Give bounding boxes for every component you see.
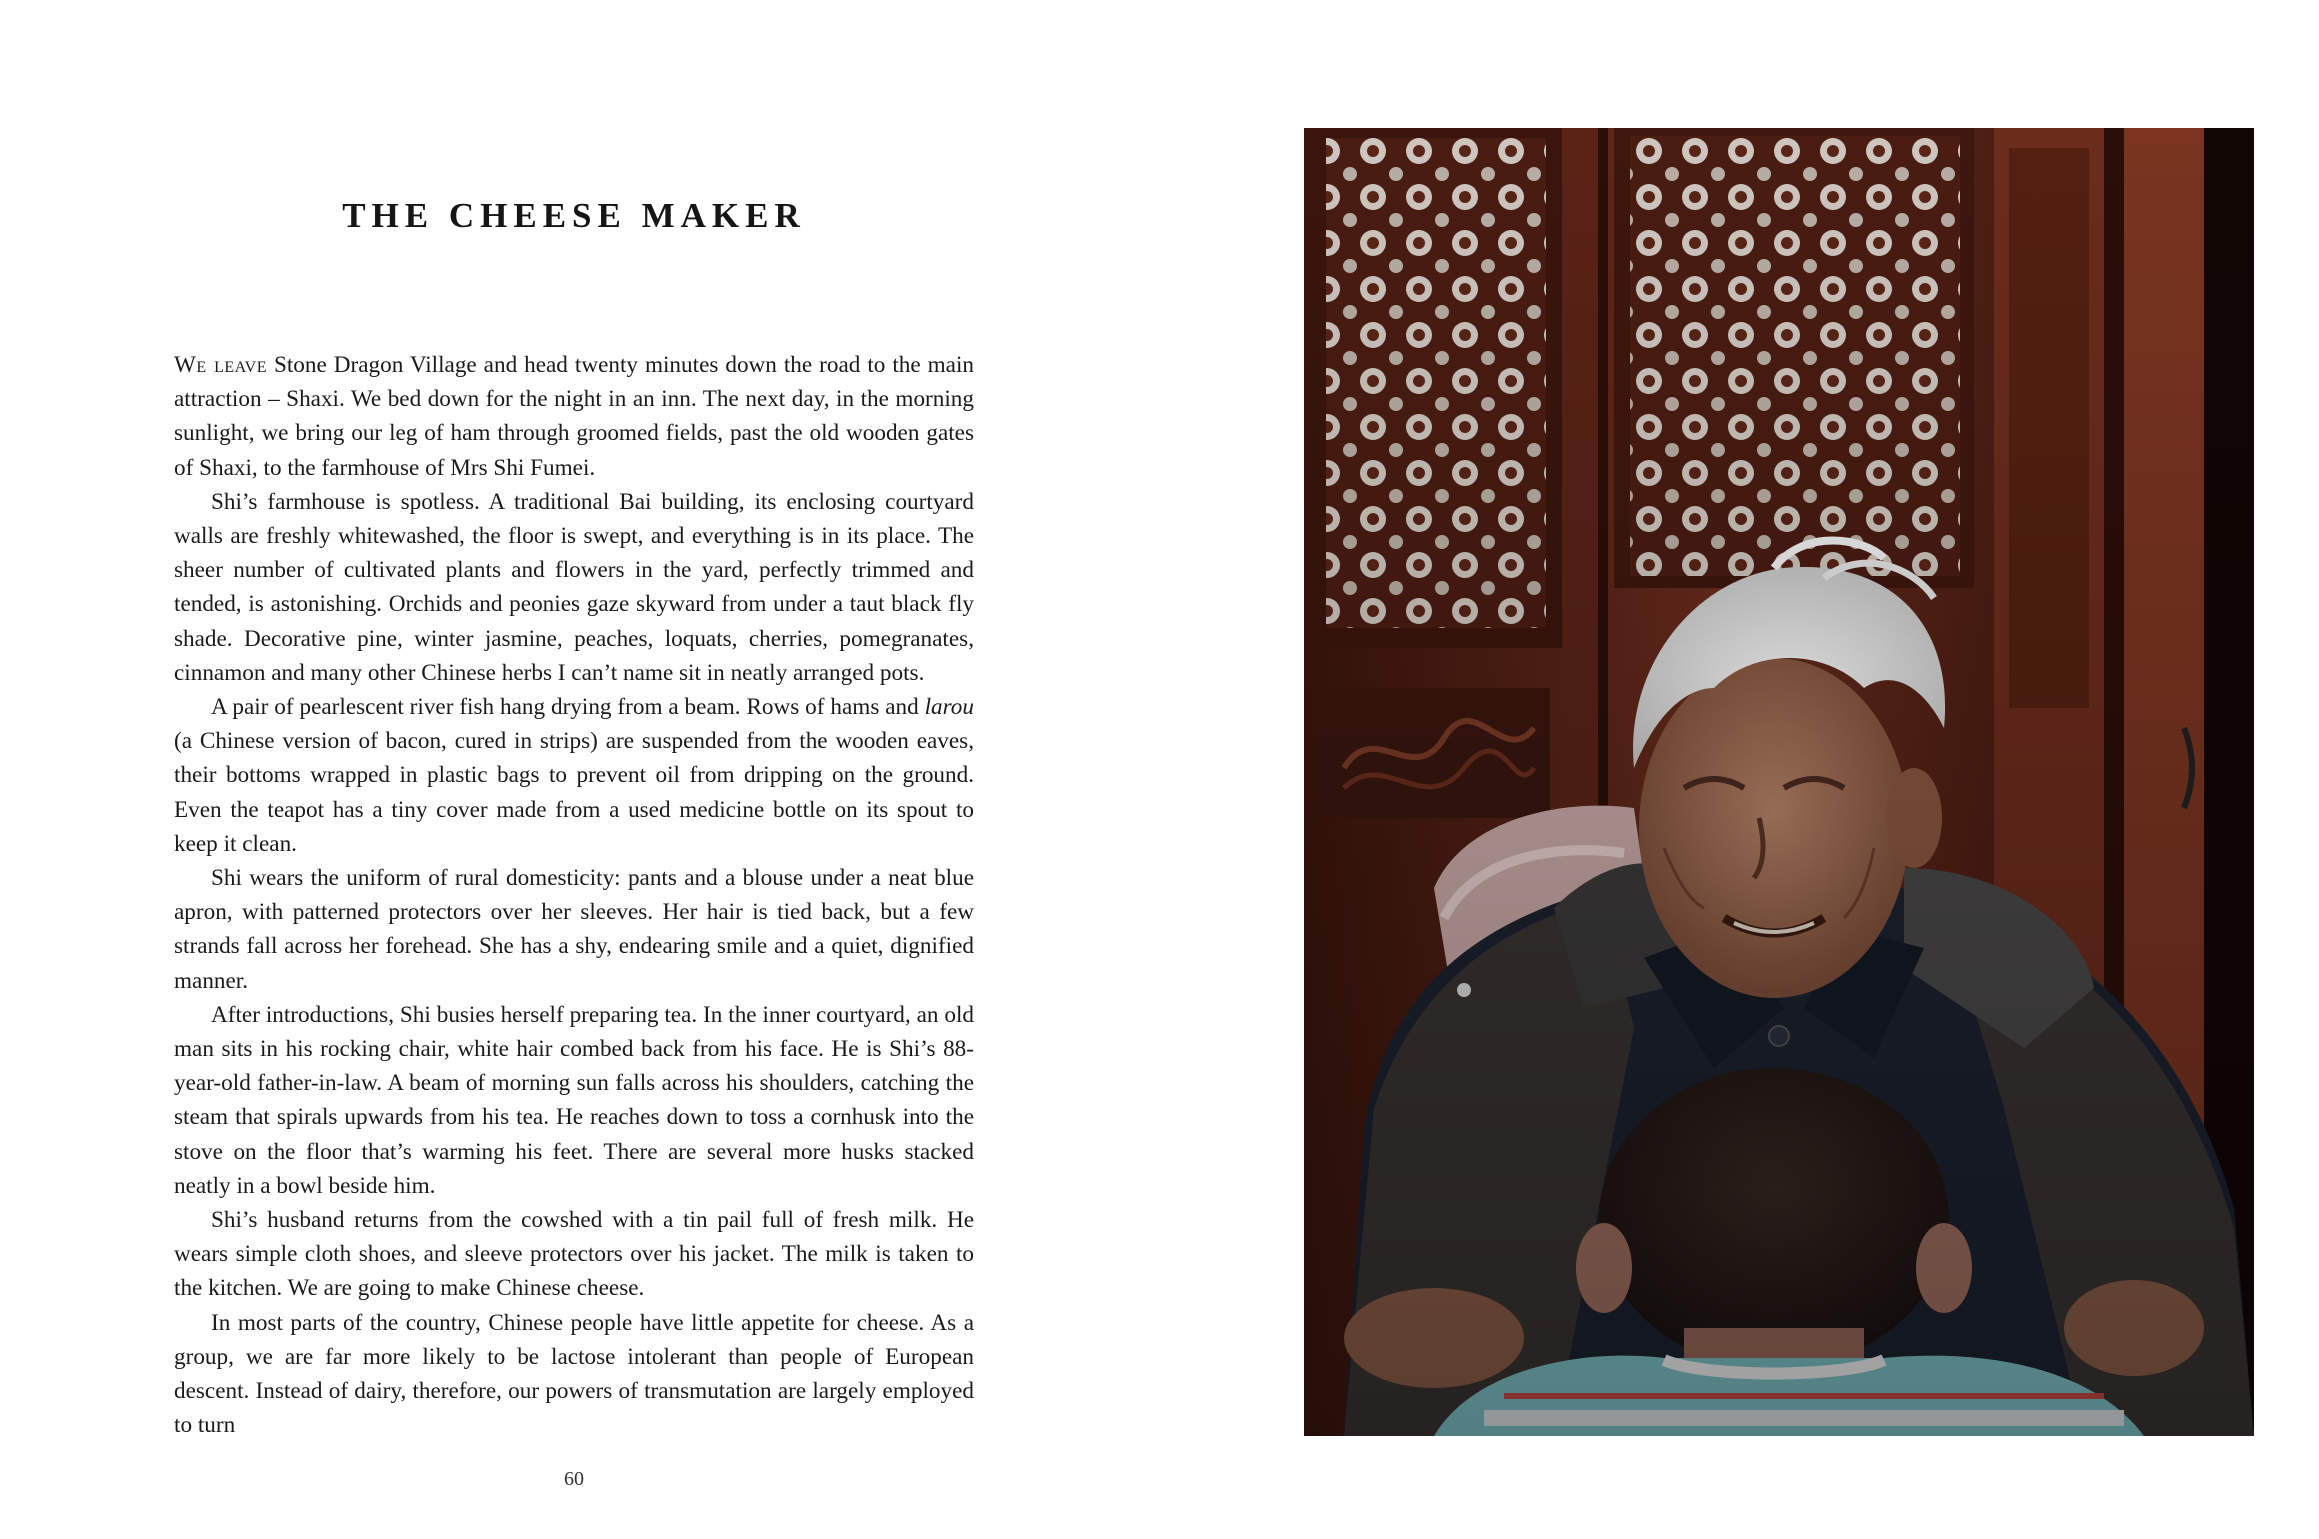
paragraph-lead: We leave — [174, 352, 267, 378]
page-number: 60 — [564, 1468, 584, 1490]
paragraph-text: (a Chinese version of bacon, cured in strips) are suspended from the wooden eaves, their bottoms wrapped in plastic bags to prevent oil from dripping on the ground. Even the teapot has a tiny cover made from a used medicine bottle on its spout to keep it clean. — [174, 728, 974, 857]
text-page — [0, 0, 1150, 1539]
paragraph: Shi wears the uniform of rural domesticity: pants and a blouse under a neat blue apron, with patterned protectors over her sleeves. Her hair is tied back, but a few strands fall across her forehead. She has a shy, endearing smile and a quiet, dignified manner. — [174, 865, 974, 994]
chapter-title: THE CHEESE MAKER — [342, 196, 806, 235]
paragraph-text: Stone Dragon Village and head twenty minutes down the road to the main attraction – Shaxi. We bed down for the night in an inn. The next day, in the morning sunlight, we bring our leg of ham through groomed fields, past the old wooden gates of Shaxi, to the farmhouse of Mrs Shi Fumei. — [174, 352, 974, 481]
body-text — [174, 348, 974, 1443]
elderly-man-with-child-photo — [1304, 128, 2254, 1436]
paragraph: Shi’s husband returns from the cowshed with a tin pail full of fresh milk. He wears simple cloth shoes, and sleeve protectors over his jacket. The milk is taken to the kitchen. We are going to make Chinese cheese. — [174, 1207, 974, 1302]
paragraph — [174, 690, 974, 861]
paragraph-text: A pair of pearlescent river fish hang drying from a beam. Rows of hams and — [211, 694, 925, 721]
paragraph-italic-term: larou — [924, 694, 974, 721]
paragraph: After introductions, Shi busies herself preparing tea. In the inner courtyard, an old man sits in his rocking chair, white hair combed back from his face. He is Shi’s 88-year-old father-in-law. A beam of morning sun falls across his shoulders, catching the steam that spirals upwards from his tea. He reaches down to toss a cornhusk into the stove on the floor that’s warming his feet. There are several more husks stacked neatly in a bowl beside him. — [174, 1001, 974, 1199]
paragraph: Shi’s farmhouse is spotless. A traditional Bai building, its enclosing courtyard walls are freshly whitewashed, the floor is swept, and everything is in its place. The sheer number of cultivated plants and flowers in the yard, perfectly trimmed and tended, is astonishing. Orchids and peonies gaze skyward from under a taut black fly shade. Decorative pine, winter jasmine, peaches, loquats, cherries, pomegranates, cinnamon and many other Chinese herbs I can’t name sit in neatly arranged pots. — [174, 488, 974, 686]
paragraph — [174, 348, 974, 485]
paragraph: In most parts of the country, Chinese people have little appetite for cheese. As a group, we are far more likely to be lactose intolerant than people of European descent. Instead of dairy, therefore, our powers of transmutation are largely employed to turn — [174, 1309, 974, 1439]
